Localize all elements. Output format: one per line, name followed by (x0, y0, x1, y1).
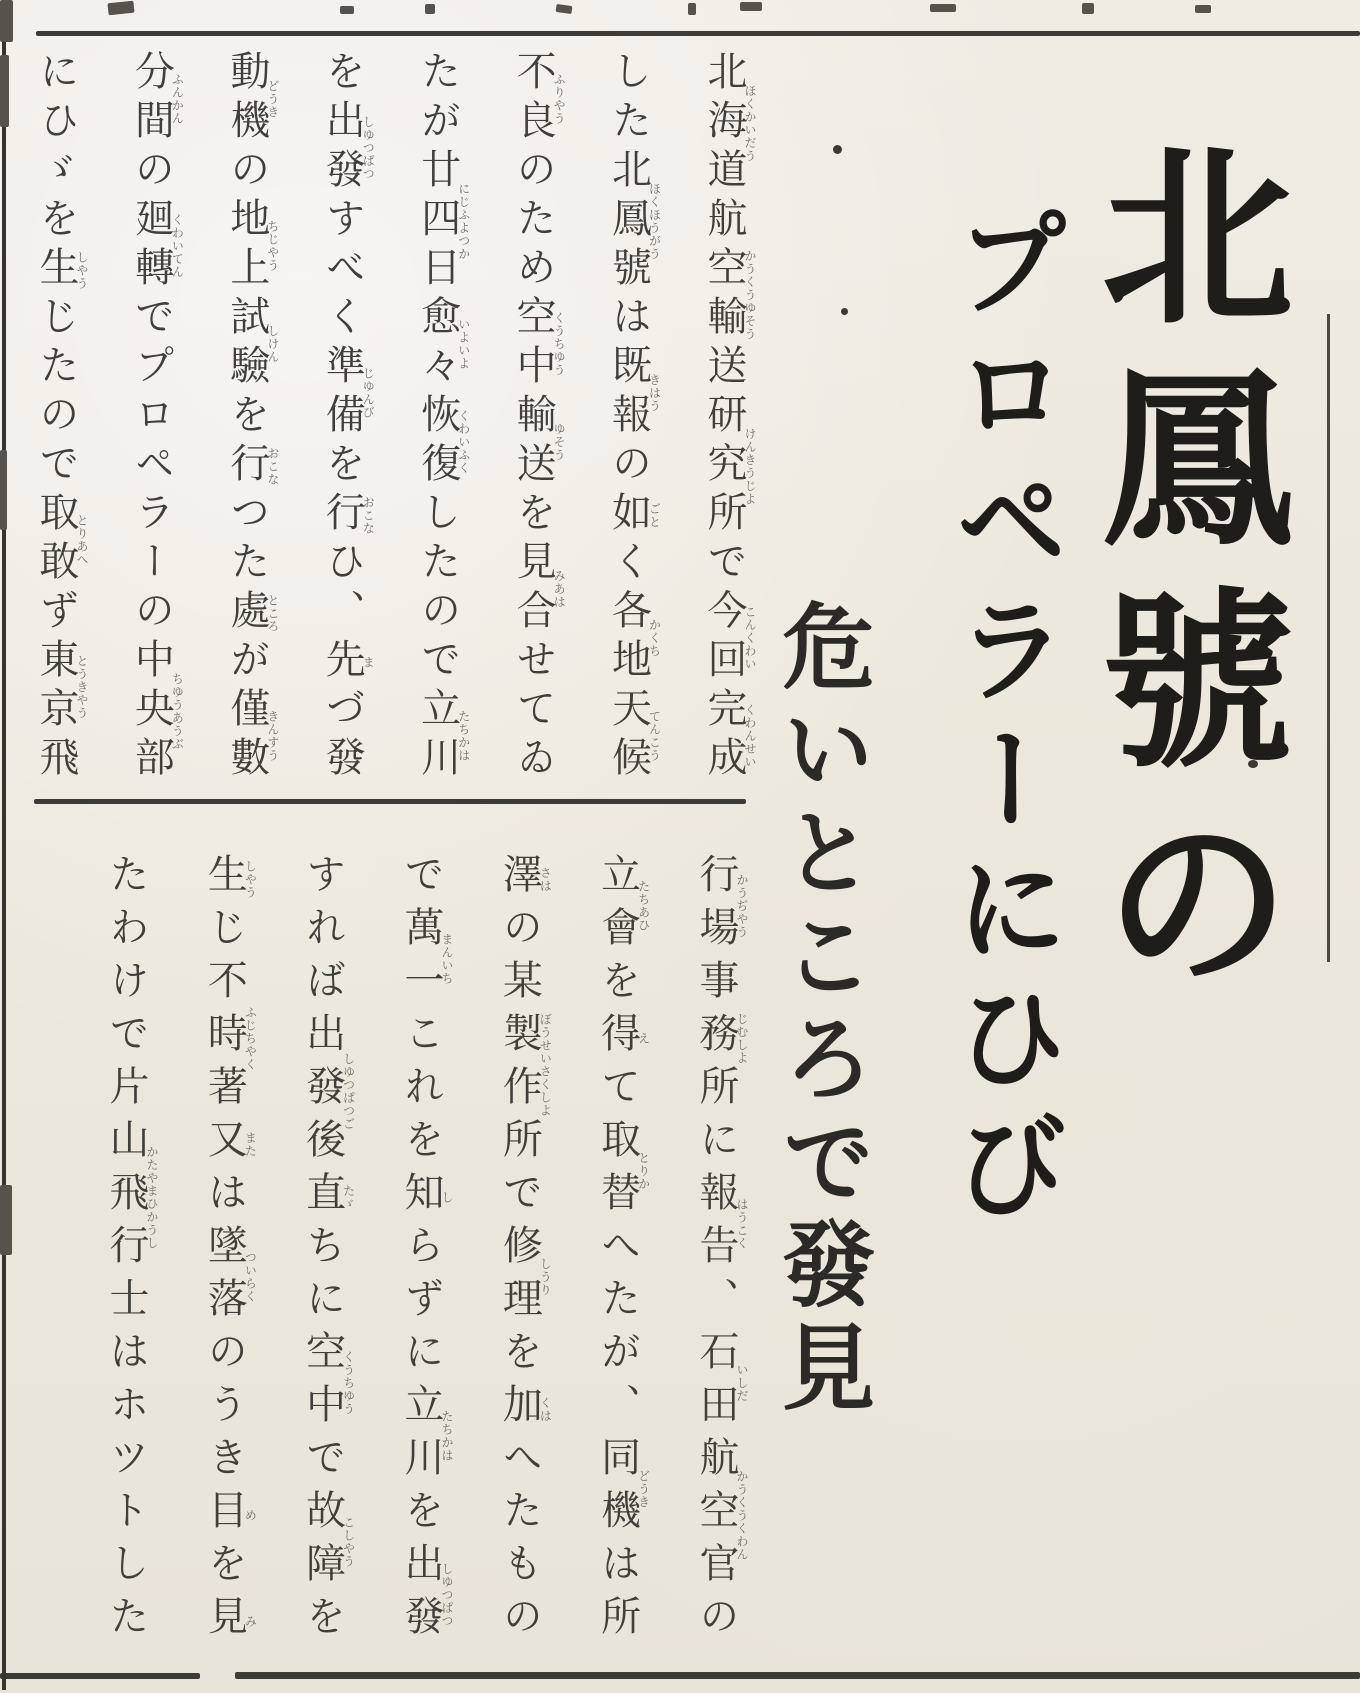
text-run: たわけで (103, 853, 149, 1065)
ruby-annotated-word: 石田いしだ (692, 1330, 749, 1436)
ruby-annotated-word: 空中くうちゆう (299, 1330, 356, 1436)
scan-artifact (841, 308, 848, 315)
ruby-annotated-word: 準備じゆんび (319, 344, 376, 442)
ruby-annotated-word: 出發しゆつぱつ (397, 1542, 454, 1648)
text-run: ちに (299, 1224, 346, 1330)
ruby-annotated-word: 修理しうり (496, 1224, 553, 1330)
ruby-annotated-word: 地上ちじやう (223, 197, 280, 295)
ruby-annotated-word: 廿四日にじふよつか (414, 148, 471, 295)
text-run: の (692, 1595, 739, 1648)
ruby-annotated-word: 天候てんこう (605, 687, 662, 785)
ruby-annotated-word: 試驗しけん (223, 295, 280, 393)
text-run: を (397, 1489, 444, 1542)
text-run: これを (397, 1012, 444, 1171)
ruby-annotated-word: 先ま (319, 638, 376, 687)
ruby-annotated-word: 事務所じむしよ (692, 959, 749, 1118)
ruby-annotated-word: 不良ふりやう (510, 50, 567, 148)
text-run: へたもの (496, 1436, 543, 1648)
ruby-annotated-word: 片山飛行士かたやまひかうし (103, 1065, 159, 1330)
text-run: 飛 (33, 736, 79, 785)
ruby-annotated-word: 空中くうちゆう (510, 295, 567, 393)
text-run: つた (223, 491, 270, 589)
text-run: でプロペラーの (128, 295, 175, 638)
ruby-annotated-word: 廻轉くわいてん (128, 197, 185, 295)
ruby-annotated-word: 目め (201, 1489, 258, 1542)
text-run: は (594, 1542, 641, 1595)
ruby-annotated-word: 生しやう (33, 246, 89, 295)
ruby-annotated-word: 完成くわんせい (700, 687, 757, 785)
text-run: ひ、 (319, 540, 366, 638)
article-column (125, 50, 183, 810)
top-column-rule (36, 31, 1360, 36)
text-run: の (223, 148, 270, 197)
ruby-annotated-word: 既報きはう (605, 344, 662, 442)
ruby-annotated-word: 同機どうき (594, 1436, 651, 1542)
ruby-annotated-word: 取敢とりあへ (33, 491, 89, 589)
text-run: で (299, 1436, 346, 1489)
ruby-annotated-word: 知し (397, 1171, 454, 1224)
headline-subhead: 危いところで發見 (766, 598, 876, 1422)
text-run: たが (414, 50, 461, 148)
text-run: を (223, 393, 270, 442)
text-run: を (319, 442, 366, 491)
text-run: を (594, 959, 641, 1012)
ruby-annotated-word: 取替とりか (594, 1118, 651, 1224)
cutoff-text-fragment (740, 2, 762, 11)
scan-artifact (0, 0, 13, 42)
scan-artifact (833, 145, 842, 154)
ruby-annotated-word: 航空輸送かうくうゆそう (700, 197, 757, 393)
article-paragraph-2 (100, 853, 748, 1673)
text-run: したので (414, 491, 461, 687)
bottom-column-rule-right (235, 1672, 1360, 1679)
article-column (690, 853, 748, 1673)
article-column (316, 50, 374, 810)
right-column-rule (1327, 314, 1330, 962)
ruby-annotated-word: 處ところ (223, 589, 280, 638)
text-run: で (700, 540, 747, 589)
ruby-annotated-word: 故障こしやう (299, 1489, 356, 1595)
text-run: の (496, 906, 543, 959)
ruby-annotated-word: 研究所けんきうじよ (700, 393, 757, 540)
article-column (30, 50, 88, 810)
scan-artifact (0, 55, 9, 127)
article-column (592, 853, 650, 1673)
ruby-annotated-word: 行おこな (319, 491, 376, 540)
ruby-annotated-word: 今回こんくわい (700, 589, 757, 687)
text-run: 所 (594, 1595, 641, 1648)
text-run: で (496, 1171, 543, 1224)
ruby-annotated-word: 加くは (496, 1383, 553, 1436)
ruby-annotated-word: 動機どうき (223, 50, 280, 148)
text-run: を (201, 1542, 248, 1595)
ruby-annotated-word: 不時著ふじちやく (201, 959, 258, 1118)
text-run: は (605, 295, 652, 344)
ruby-annotated-word: 見合みあは (510, 540, 567, 638)
text-run: を (299, 1595, 346, 1648)
ruby-annotated-word: 萬一まんいち (397, 906, 454, 1012)
cutoff-text-fragment (425, 4, 435, 14)
ruby-annotated-word: 墜落ついらく (201, 1224, 258, 1330)
cutoff-text-fragment (556, 4, 573, 14)
text-run: すれば (299, 853, 346, 1012)
text-run: のうき (201, 1330, 248, 1489)
ruby-annotated-word: 澤さは (496, 853, 553, 906)
ruby-annotated-word: 出發しゆつぱつ (319, 99, 376, 197)
ruby-annotated-word: 中央部ちゆうあうぶ (128, 638, 185, 785)
cutoff-text-fragment (340, 6, 354, 14)
left-page-edge-line (2, 0, 6, 1690)
ruby-annotated-word: 某製作所ぼうせいさくしよ (496, 959, 553, 1171)
article-column (198, 853, 256, 1673)
text-run: て (594, 1065, 641, 1118)
ruby-annotated-word: 輸送ゆそう (510, 393, 567, 491)
article-column (297, 853, 355, 1673)
ruby-annotated-word: 北海道ほくかいだう (700, 50, 757, 197)
text-run: のため (510, 148, 557, 295)
text-run: を (510, 491, 557, 540)
ruby-annotated-word: 北鳳號ほくほうがう (605, 148, 662, 295)
text-run: を (319, 50, 366, 99)
ruby-annotated-word: 分間ふんかん (128, 50, 185, 148)
text-run: にひゞを (33, 50, 79, 246)
text-run: した (605, 50, 652, 148)
text-run: せてゐ (510, 638, 557, 785)
text-run: で (397, 853, 444, 906)
text-run: へたが、 (594, 1224, 641, 1436)
scan-artifact (0, 450, 7, 530)
ruby-annotated-word: 生しやう (201, 853, 258, 906)
text-run: に (692, 1118, 739, 1171)
cutoff-text-fragment (107, 1, 134, 16)
text-run: を (496, 1330, 543, 1383)
ruby-annotated-word: 行おこな (223, 442, 280, 491)
ruby-annotated-word: 各地かくち (605, 589, 662, 687)
article-column (395, 853, 453, 1673)
ruby-annotated-word: 行場かうぢやう (692, 853, 749, 959)
ruby-annotated-word: 東京とうきやう (33, 638, 89, 736)
ruby-annotated-word: 如ごと (605, 491, 662, 540)
text-run: づ (319, 687, 366, 736)
text-run: すべく (319, 197, 366, 344)
text-run: は (201, 1171, 248, 1224)
ruby-annotated-word: 出發後しゆつぱつご (299, 1012, 356, 1171)
article-column (100, 853, 158, 1673)
headline-main-line2: プロペラーにひび (935, 204, 1070, 1236)
cutoff-text-fragment (688, 3, 696, 15)
article-column (603, 50, 661, 810)
ruby-annotated-word: 得え (594, 1012, 651, 1065)
text-run: が (223, 638, 270, 687)
article-column (507, 50, 565, 810)
text-run: の (128, 148, 175, 197)
ruby-annotated-word: 航空官かうくうくわん (692, 1436, 749, 1595)
headline-main-line1: 北鳳號の (1068, 136, 1294, 1024)
article-paragraph-1 (30, 50, 756, 810)
cutoff-text-fragment (1195, 5, 1211, 13)
text-run: じたので (33, 295, 79, 491)
text-run: じ (201, 906, 248, 959)
ruby-annotated-word: 又また (201, 1118, 258, 1171)
ruby-annotated-word: 恢復くわいふく (414, 393, 471, 491)
ruby-annotated-word: 直たゞ (299, 1171, 356, 1224)
scan-artifact (0, 1185, 12, 1255)
text-run: ず (33, 589, 79, 638)
ruby-annotated-word: 愈々いよいよ (414, 295, 471, 393)
text-run: 發 (319, 736, 366, 785)
text-run: く (605, 540, 652, 589)
ruby-annotated-word: 立川たちかは (414, 687, 471, 785)
text-run: らずに (397, 1224, 444, 1383)
ruby-annotated-word: 立川たちかは (397, 1383, 454, 1489)
ruby-annotated-word: 僅數きんすう (223, 687, 280, 785)
text-run: 、 (692, 1277, 739, 1330)
article-column (412, 50, 470, 810)
ruby-annotated-word: 立會たちあひ (594, 853, 651, 959)
article-column (698, 50, 756, 810)
cutoff-text-fragment (930, 4, 956, 12)
bottom-column-rule-left (0, 1673, 200, 1679)
article-column (493, 853, 551, 1673)
text-run: の (605, 442, 652, 491)
ruby-annotated-word: 報告はうこく (692, 1171, 749, 1277)
text-run: はホツトした (103, 1330, 149, 1648)
ruby-annotated-word: 見み (201, 1595, 258, 1648)
cutoff-text-fragment (1082, 3, 1094, 14)
article-column (221, 50, 279, 810)
